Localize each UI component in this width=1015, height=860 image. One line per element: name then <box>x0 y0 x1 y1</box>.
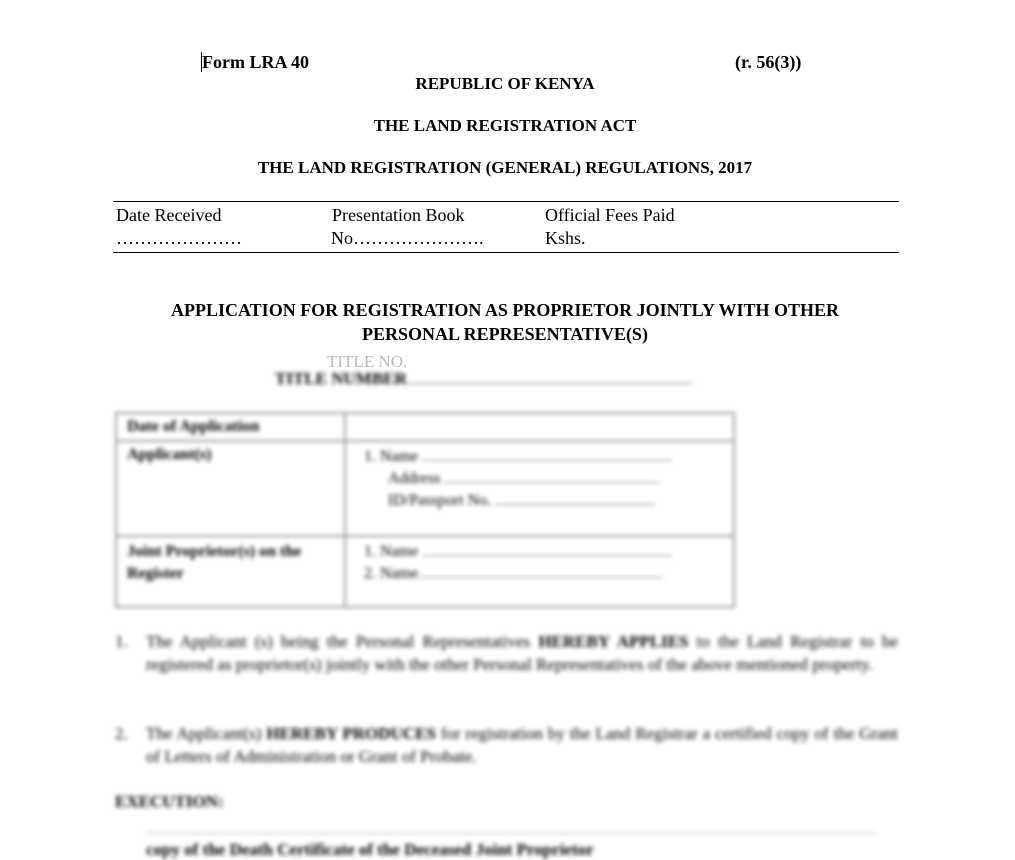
paragraph-2: 2. The Applicant(s) HEREBY PRODUCES for registration by the Land Registrar a certified copy of the Grant of Letters of Administration or Grant of Probate. <box>115 724 899 766</box>
presentation-book-value: No…………………. <box>331 228 484 248</box>
applicant-id-field: ID/Passport No. <box>388 490 723 512</box>
applicant-name-field: 1. Name <box>364 446 723 468</box>
republic-heading: REPUBLIC OF KENYA <box>415 74 595 93</box>
title-no-faint: TITLE NO. <box>327 352 408 371</box>
applicant-fields <box>345 441 734 536</box>
fees-label: Official Fees Paid <box>545 205 675 225</box>
applicant-address-field: Address <box>388 468 723 490</box>
title-number-field <box>275 369 692 389</box>
execution-heading: EXECUTION: <box>115 792 224 811</box>
form-title-line2: PERSONAL REPRESENTATIVE(S) <box>362 324 648 344</box>
act-heading: THE LAND REGISTRATION ACT <box>373 116 637 135</box>
date-received-label: Date Received <box>116 205 222 225</box>
joint-proprietor-label: Joint Proprietor(s) on the Register <box>116 536 345 607</box>
divider-top <box>113 201 899 202</box>
title-number-line <box>407 383 692 384</box>
joint-proprietor-fields <box>345 536 734 607</box>
date-received-value: ………………… <box>116 228 242 248</box>
partial-line: copy of the Death Certificate of the Deceased Joint Proprietor <box>146 840 594 859</box>
form-id: Form LRA 40 <box>202 52 309 72</box>
joint-name-2-field: 2. Name <box>364 563 723 585</box>
date-of-application-value <box>345 413 734 441</box>
form-title-line1: APPLICATION FOR REGISTRATION AS PROPRIETOR JOINTLY WITH OTHER <box>171 300 839 320</box>
faint-line <box>146 832 876 834</box>
rule-reference: (r. 56(3)) <box>735 52 802 72</box>
joint-name-1-field: 1. Name <box>364 541 723 563</box>
fees-value: Kshs. <box>545 228 586 248</box>
paragraph-1: 1. The Applicant (s) being the Personal Representatives HEREBY APPLIES to the Land Registrar to be registered as proprietor(s) jointly with the other Personal Representatives of the above mentioned property. <box>115 632 898 674</box>
presentation-book-label: Presentation Book <box>332 205 465 225</box>
title-number-label: TITLE NUMBER <box>275 369 407 388</box>
applicant-label: Applicant(s) <box>116 441 345 536</box>
date-of-application-label: Date of Application <box>116 413 345 441</box>
regulations-heading: THE LAND REGISTRATION (GENERAL) REGULATIONS, 2017 <box>257 158 753 177</box>
application-table <box>115 412 735 608</box>
divider-bottom <box>113 252 899 253</box>
